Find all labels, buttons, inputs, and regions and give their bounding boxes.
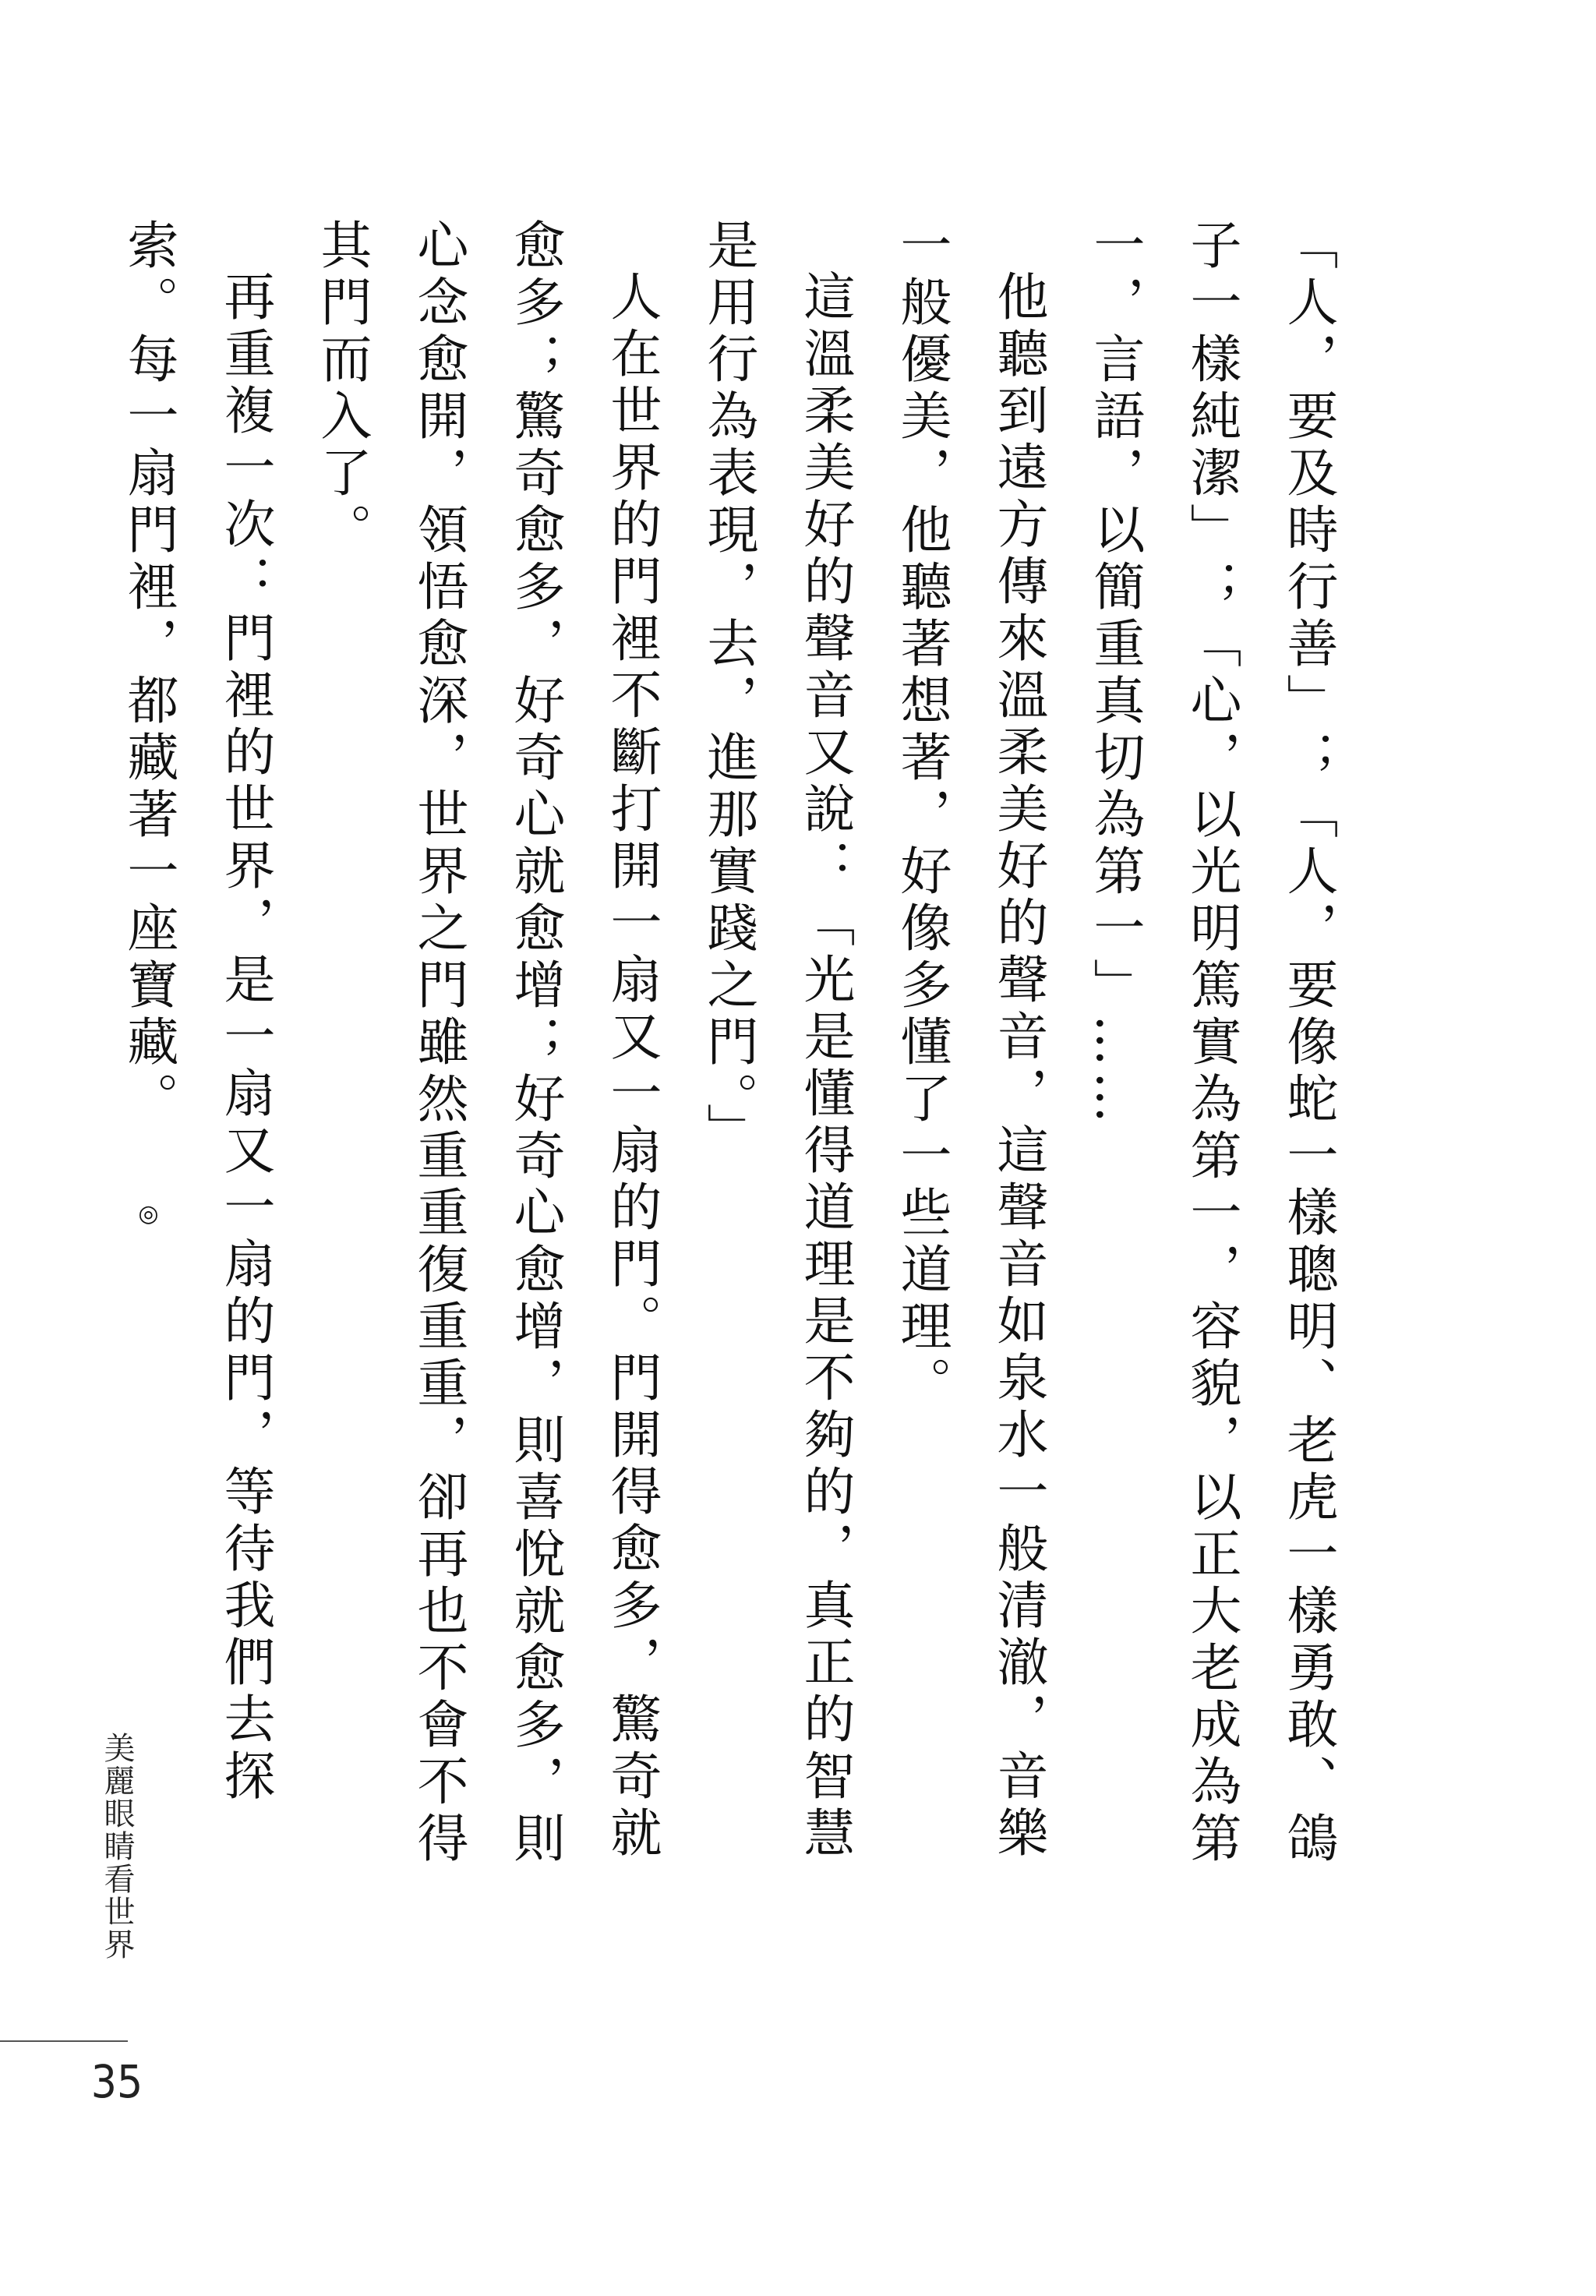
paragraph-3: 這溫柔美好的聲音又說：「光是懂得道理是不夠的，真正的智慧是用行為表現，去，進那實踐之門。」 (698, 218, 855, 1863)
body-text (118, 218, 1356, 1870)
footer-rule (0, 2040, 128, 2042)
paragraph-2: 他聽到遠方傳來溫柔美好的聲音，這聲音如泉水一般清澈，音樂一般優美，他聽著想著，好像多懂了一些道理。 (892, 218, 1048, 1863)
page-number: 35 (90, 2055, 143, 2108)
paragraph-5 (100, 218, 293, 1870)
paragraph-1: 「人，要及時行善」；「人，要像蛇一樣聰明、老虎一樣勇敢、鴿子一樣純潔」；「心，以光明篤實為第一，容貌，以正大老成為第一，言語，以簡重真切為第一」…… (1085, 218, 1338, 1868)
running-head: 美麗眼睛看世界 (99, 1732, 135, 1961)
end-mark-icon: ◎ (135, 1200, 162, 1227)
paragraph-4: 人在世界的門裡不斷打開一扇又一扇的門。門開得愈多，驚奇就愈多；驚奇愈多，好奇心就愈增；好奇心愈增，則喜悅就愈多，則心念愈開，領悟愈深，世界之門雖然重重復重重，卻再也不會不得其門而入了。 (312, 218, 662, 1868)
paragraph-5-text: 再重複一次：門裡的世界，是一扇又一扇的門，等待我們去探索。每一扇門裡，都藏著一座寶藏。 (118, 218, 275, 1806)
